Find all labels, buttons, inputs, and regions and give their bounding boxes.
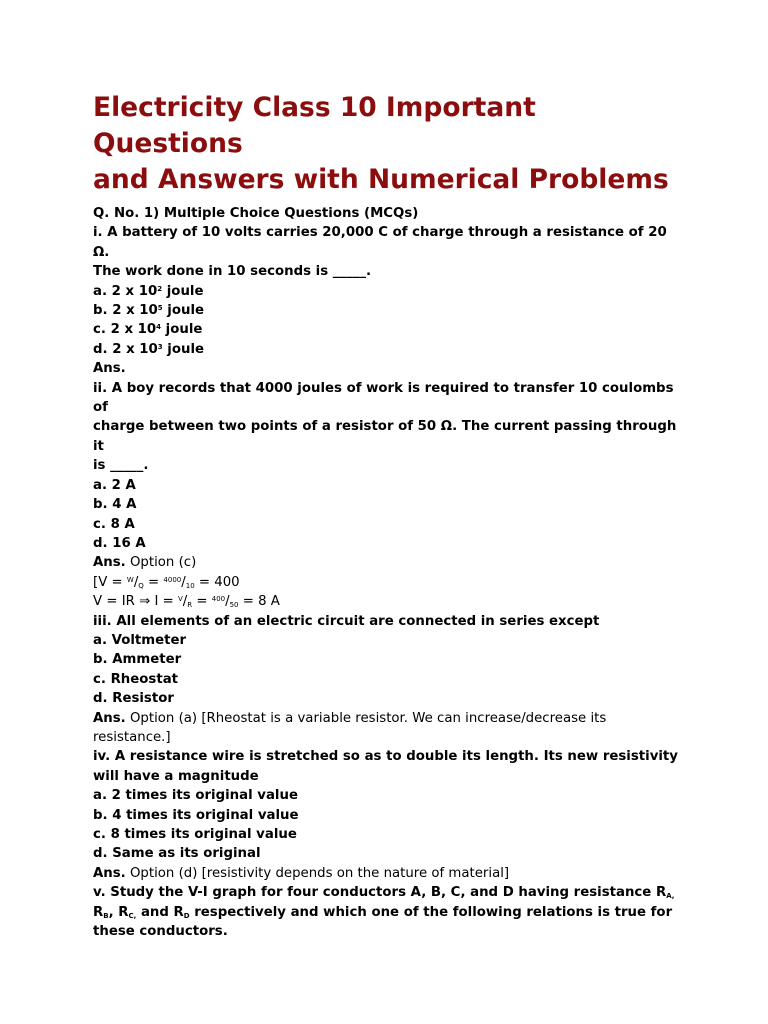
question-4-text-line-2: will have a magnitude	[93, 768, 259, 784]
question-1-text-line-2: The work done in 10 seconds is _____.	[93, 264, 372, 280]
question-2-option-a: a. 2 A	[93, 477, 136, 493]
question-2-text-line-3: is _____.	[93, 458, 149, 474]
option-unit: joule	[162, 341, 205, 357]
numerator: W	[126, 575, 134, 584]
calc-text: =	[192, 594, 212, 610]
question-4-option-c: c. 8 times its original value	[93, 827, 297, 842]
section-heading: Q. No. 1) Multiple Choice Questions (MCQs)	[93, 206, 419, 221]
fraction-slash: /	[225, 594, 230, 610]
question-4	[93, 747, 683, 883]
option-unit: joule	[161, 322, 203, 338]
question-2-option-b: b. 4 A	[93, 497, 137, 513]
question-5-text-line-3: these conductors.	[93, 924, 228, 940]
question-text: , R	[108, 904, 129, 920]
answer-text: Option (d) [resistivity depends on the nature of material]	[125, 865, 510, 881]
option-text: c. 2 x 10	[93, 322, 157, 338]
question-2-text-line-2: charge between two points of a resistor of 50 Ω. The current passing through it	[93, 419, 682, 454]
option-unit: joule	[162, 283, 204, 299]
answer-text: Option (c)	[125, 555, 197, 571]
title-line-1: Electricity Class 10 Important Questions	[93, 92, 536, 159]
option-text: d. 2 x 10	[93, 341, 158, 357]
calc-text: V = IR ⇒ I =	[93, 594, 178, 610]
subscript: C,	[128, 911, 137, 920]
option-text: a. 2 x 10	[93, 283, 158, 299]
numerator: 400	[211, 595, 226, 604]
question-4-answer	[93, 864, 683, 883]
calc-result: = 400	[194, 574, 240, 590]
question-text: and R	[136, 904, 184, 920]
question-1-option-c	[93, 320, 683, 339]
question-3-option-b: b. Ammeter	[93, 652, 182, 668]
subscript: D	[183, 911, 190, 920]
question-text: v. Study the V-I graph for four conductors A, B, C, and D having resistance R	[93, 885, 667, 901]
question-2-calculation-2	[93, 592, 683, 611]
numerator: V	[177, 595, 183, 604]
exponent: 3	[157, 342, 163, 351]
question-3-answer-line-2: resistance.]	[93, 729, 171, 745]
question-3-option-c: c. Rheostat	[93, 671, 179, 687]
question-1	[93, 223, 683, 378]
question-1-answer: Ans.	[93, 361, 126, 377]
calc-text: =	[143, 574, 164, 590]
exponent: 5	[157, 304, 163, 313]
question-text: respectively and which one of the following relations is true for	[189, 904, 673, 920]
question-2-option-d: d. 16 A	[93, 535, 146, 551]
fraction-slash: /	[133, 574, 139, 590]
question-1-text-line-1: i. A battery of 10 volts carries 20,000 C of charge through a resistance of 20 Ω.	[93, 225, 672, 260]
question-3-answer	[93, 709, 683, 728]
question-5-text-line-1	[93, 883, 683, 902]
denominator: R	[187, 601, 193, 610]
question-4-option-d: d. Same as its original	[93, 846, 261, 862]
subscript: A,	[666, 892, 675, 901]
question-text: R	[93, 904, 104, 920]
document-page	[93, 90, 683, 941]
fraction-slash: /	[182, 594, 188, 610]
question-5	[93, 883, 683, 941]
exponent: 2	[157, 284, 163, 293]
question-2-option-c: c. 8 A	[93, 516, 135, 532]
question-4-option-b: b. 4 times its original value	[93, 807, 299, 823]
page-title	[93, 90, 683, 198]
exponent: 4	[156, 323, 162, 332]
answer-label: Ans.	[93, 865, 126, 881]
question-1-option-d	[93, 340, 683, 359]
question-3-text-line-1: iii. All elements of an electric circuit are connected in series except	[93, 613, 600, 629]
numerator: 4000	[163, 575, 182, 584]
denominator: 10	[185, 581, 195, 590]
question-2-answer	[93, 553, 683, 572]
calc-text: [V =	[93, 574, 127, 590]
option-text: b. 2 x 10	[93, 303, 158, 319]
question-3-option-a: a. Voltmeter	[93, 632, 187, 648]
question-5-text-line-2	[93, 903, 683, 922]
question-3	[93, 612, 683, 748]
question-2	[93, 379, 683, 612]
question-4-option-a: a. 2 times its original value	[93, 788, 298, 804]
answer-text: Option (a) [Rheostat is a variable resistor. We can increase/decrease its	[125, 710, 607, 726]
question-1-option-a	[93, 282, 683, 301]
calc-result: = 8 A	[238, 594, 280, 610]
option-unit: joule	[162, 303, 205, 319]
question-2-calculation-1	[93, 573, 683, 592]
question-2-text-line-1: ii. A boy records that 4000 joules of work is required to transfer 10 coulombs of	[93, 380, 679, 416]
subscript: B	[103, 911, 109, 920]
title-line-2: and Answers with Numerical Problems	[93, 164, 669, 195]
answer-label: Ans.	[93, 555, 126, 571]
denominator: 50	[229, 601, 239, 610]
question-3-option-d: d. Resistor	[93, 691, 174, 707]
question-1-option-b	[93, 301, 683, 320]
fraction-slash: /	[181, 574, 186, 590]
denominator: Q	[138, 581, 144, 590]
question-4-text-line-1: iv. A resistance wire is stretched so as to double its length. Its new resistivity	[93, 749, 678, 765]
answer-label: Ans.	[93, 710, 126, 726]
